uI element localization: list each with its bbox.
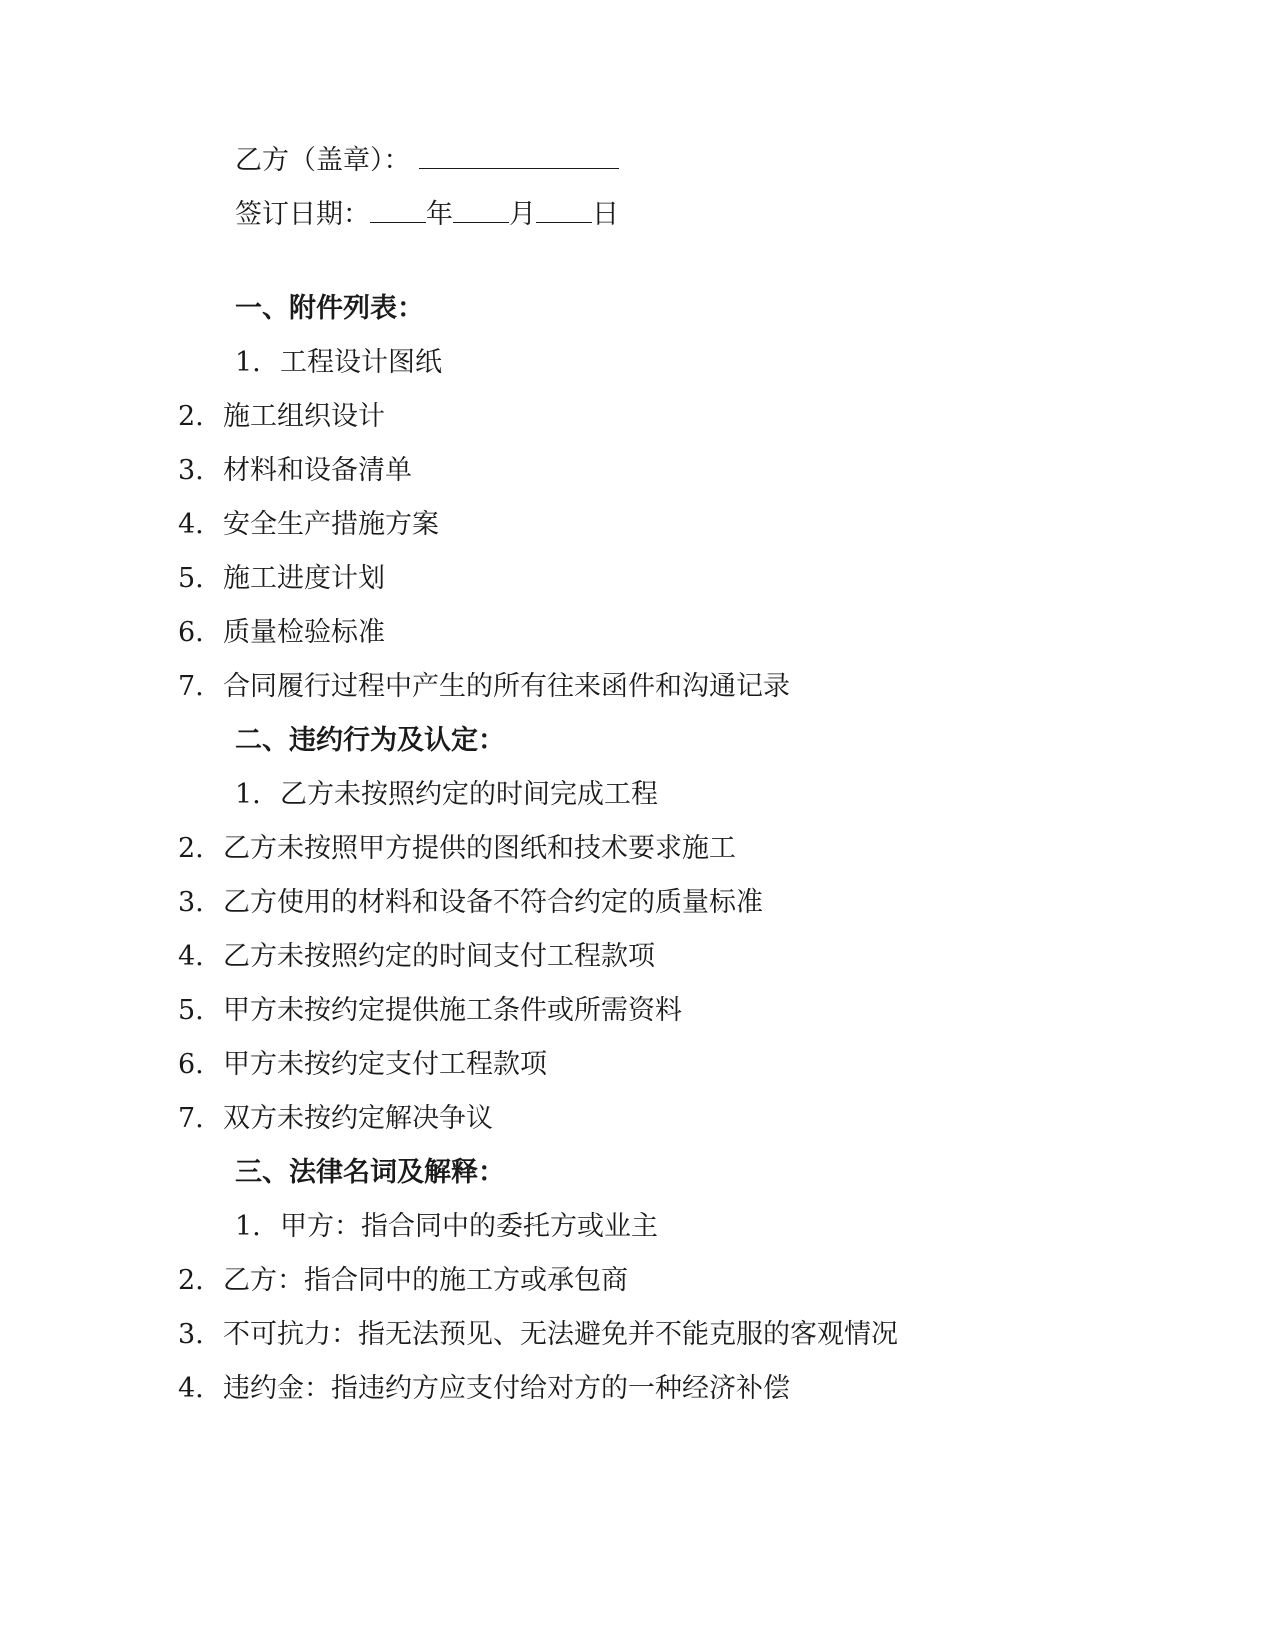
list-item-text: 乙方未按照约定的时间完成工程 <box>280 779 658 810</box>
list-item-text: 合同履行过程中产生的所有往来函件和沟通记录 <box>223 671 790 702</box>
list-item-number: 5. <box>178 563 204 594</box>
list-item-text: 材料和设备清单 <box>223 455 412 486</box>
list-item-number: 1. <box>235 1211 261 1242</box>
list-item <box>178 454 412 488</box>
section-heading-attachments: 一、附件列表： <box>235 293 424 324</box>
list-item-number: 4. <box>178 941 204 972</box>
list-item <box>178 400 385 434</box>
list-item <box>178 1318 898 1352</box>
list-item-text: 安全生产措施方案 <box>223 509 439 540</box>
day-label: 日 <box>592 199 619 230</box>
list-item-text: 不可抗力：指无法预见、无法避免并不能克服的客观情况 <box>223 1319 898 1350</box>
section-heading-legal-terms: 三、法律名词及解释： <box>235 1157 505 1188</box>
list-item-text: 乙方未按照甲方提供的图纸和技术要求施工 <box>223 833 736 864</box>
list-item-text: 双方未按约定解决争议 <box>223 1103 493 1134</box>
year-label: 年 <box>426 199 453 230</box>
list-item-number: 5. <box>178 995 204 1026</box>
list-item-text: 乙方：指合同中的施工方或承包商 <box>223 1265 628 1296</box>
list-item-number: 3. <box>178 1319 204 1350</box>
list-item-number: 7. <box>178 671 204 702</box>
party-b-seal-blank <box>419 144 619 169</box>
list-item <box>178 616 385 650</box>
list-item-number: 4. <box>178 1373 204 1404</box>
list-item-number: 4. <box>178 509 204 540</box>
list-item <box>178 994 682 1028</box>
list-item-text: 违约金：指违约方应支付给对方的一种经济补偿 <box>223 1373 790 1404</box>
list-item <box>178 508 439 542</box>
list-item <box>178 670 790 704</box>
month-blank <box>453 198 509 223</box>
list-item <box>178 832 736 866</box>
list-item-text: 施工进度计划 <box>223 563 385 594</box>
list-item-number: 1. <box>235 347 261 378</box>
list-item <box>178 1102 493 1136</box>
signing-date-label: 签订日期： <box>235 199 370 230</box>
list-item <box>235 778 658 812</box>
day-blank <box>536 198 592 223</box>
list-item-text: 施工组织设计 <box>223 401 385 432</box>
year-blank <box>370 198 426 223</box>
list-item-text: 甲方未按约定支付工程款项 <box>223 1049 547 1080</box>
list-item <box>178 886 763 920</box>
signing-date-line <box>235 198 619 232</box>
list-item-number: 3. <box>178 887 204 918</box>
list-item-text: 工程设计图纸 <box>280 347 442 378</box>
list-item-number: 2. <box>178 1265 204 1296</box>
month-label: 月 <box>509 199 536 230</box>
list-item <box>178 1048 547 1082</box>
list-item-number: 2. <box>178 833 204 864</box>
list-item-number: 6. <box>178 1049 204 1080</box>
list-item <box>178 940 655 974</box>
list-item-number: 2. <box>178 401 204 432</box>
list-item <box>178 1372 790 1406</box>
list-item <box>178 562 385 596</box>
list-item-number: 7. <box>178 1103 204 1134</box>
list-item-number: 3. <box>178 455 204 486</box>
party-b-seal-line <box>235 144 619 178</box>
list-item <box>235 1210 658 1244</box>
party-b-seal-label: 乙方（盖章）： <box>235 145 411 176</box>
list-item <box>178 1264 628 1298</box>
section-heading-breach: 二、违约行为及认定： <box>235 725 505 756</box>
list-item-text: 甲方未按约定提供施工条件或所需资料 <box>223 995 682 1026</box>
list-item-text: 乙方使用的材料和设备不符合约定的质量标准 <box>223 887 763 918</box>
list-item-number: 1. <box>235 779 261 810</box>
list-item-text: 甲方：指合同中的委托方或业主 <box>280 1211 658 1242</box>
list-item-text: 乙方未按照约定的时间支付工程款项 <box>223 941 655 972</box>
list-item <box>235 346 442 380</box>
list-item-text: 质量检验标准 <box>223 617 385 648</box>
list-item-number: 6. <box>178 617 204 648</box>
